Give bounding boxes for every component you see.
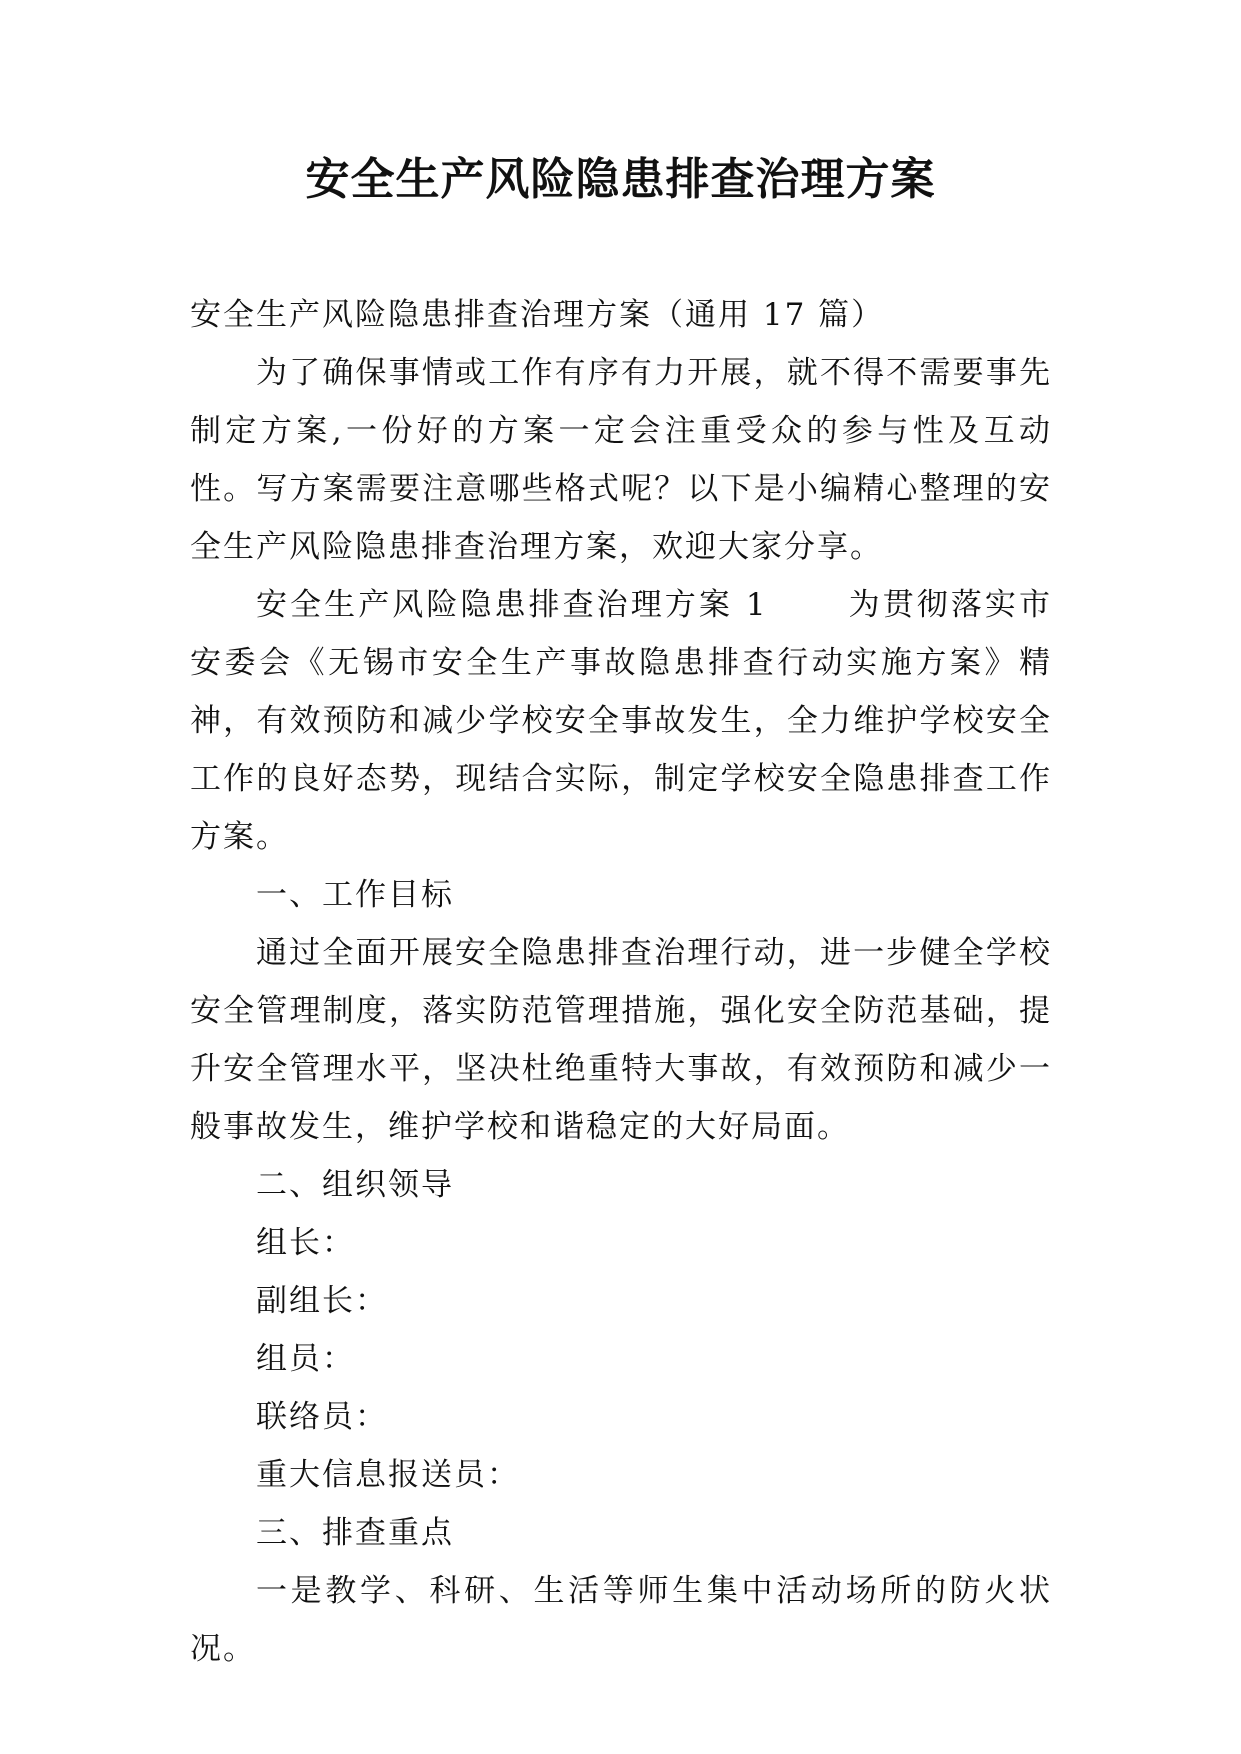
document-subtitle: 安全生产风险隐患排查治理方案（通用 17 篇） <box>190 297 885 333</box>
org-leader-line: 组长： <box>256 1225 355 1261</box>
heading-organization: 二、组织领导 <box>256 1167 454 1203</box>
focus-item-1: 一是教学、科研、生活等师生集中活动场所的防火状况。 <box>190 1573 1052 1667</box>
heading-work-goal: 一、工作目标 <box>256 877 454 913</box>
org-member-line: 组员： <box>256 1341 355 1377</box>
org-liaison-line: 联络员： <box>256 1399 388 1435</box>
intro-paragraph: 为了确保事情或工作有序有力开展，就不得不需要事先制定方案,一份好的方案一定会注重受众的参与性及互动性。写方案需要注意哪些格式呢？以下是小编精心整理的安全生产风险隐患排查治理方案，欢迎大家分享。 <box>190 355 1052 565</box>
document-body <box>190 286 1052 1678</box>
section-1-heading: 安全生产风险隐患排查治理方案 1 <box>256 587 768 623</box>
document-title: 安全生产风险隐患排查治理方案 <box>305 154 936 205</box>
heading-focus: 三、排查重点 <box>256 1515 454 1551</box>
org-reporter-line: 重大信息报送员： <box>256 1457 520 1493</box>
section-1-paragraph <box>190 576 1052 866</box>
section-1-text: 为贯彻落实市安委会《无锡市安全生产事故隐患排查行动实施方案》精神，有效预防和减少学校安全事故发生，全力维护学校安全工作的良好态势，现结合实际，制定学校安全隐患排查工作方案。 <box>190 587 1052 855</box>
org-deputy-line: 副组长： <box>256 1283 388 1319</box>
goal-paragraph: 通过全面开展安全隐患排查治理行动，进一步健全学校安全管理制度，落实防范管理措施，强化安全防范基础，提升安全管理水平，坚决杜绝重特大事故，有效预防和减少一般事故发生，维护学校和谐稳定的大好局面。 <box>190 935 1052 1145</box>
